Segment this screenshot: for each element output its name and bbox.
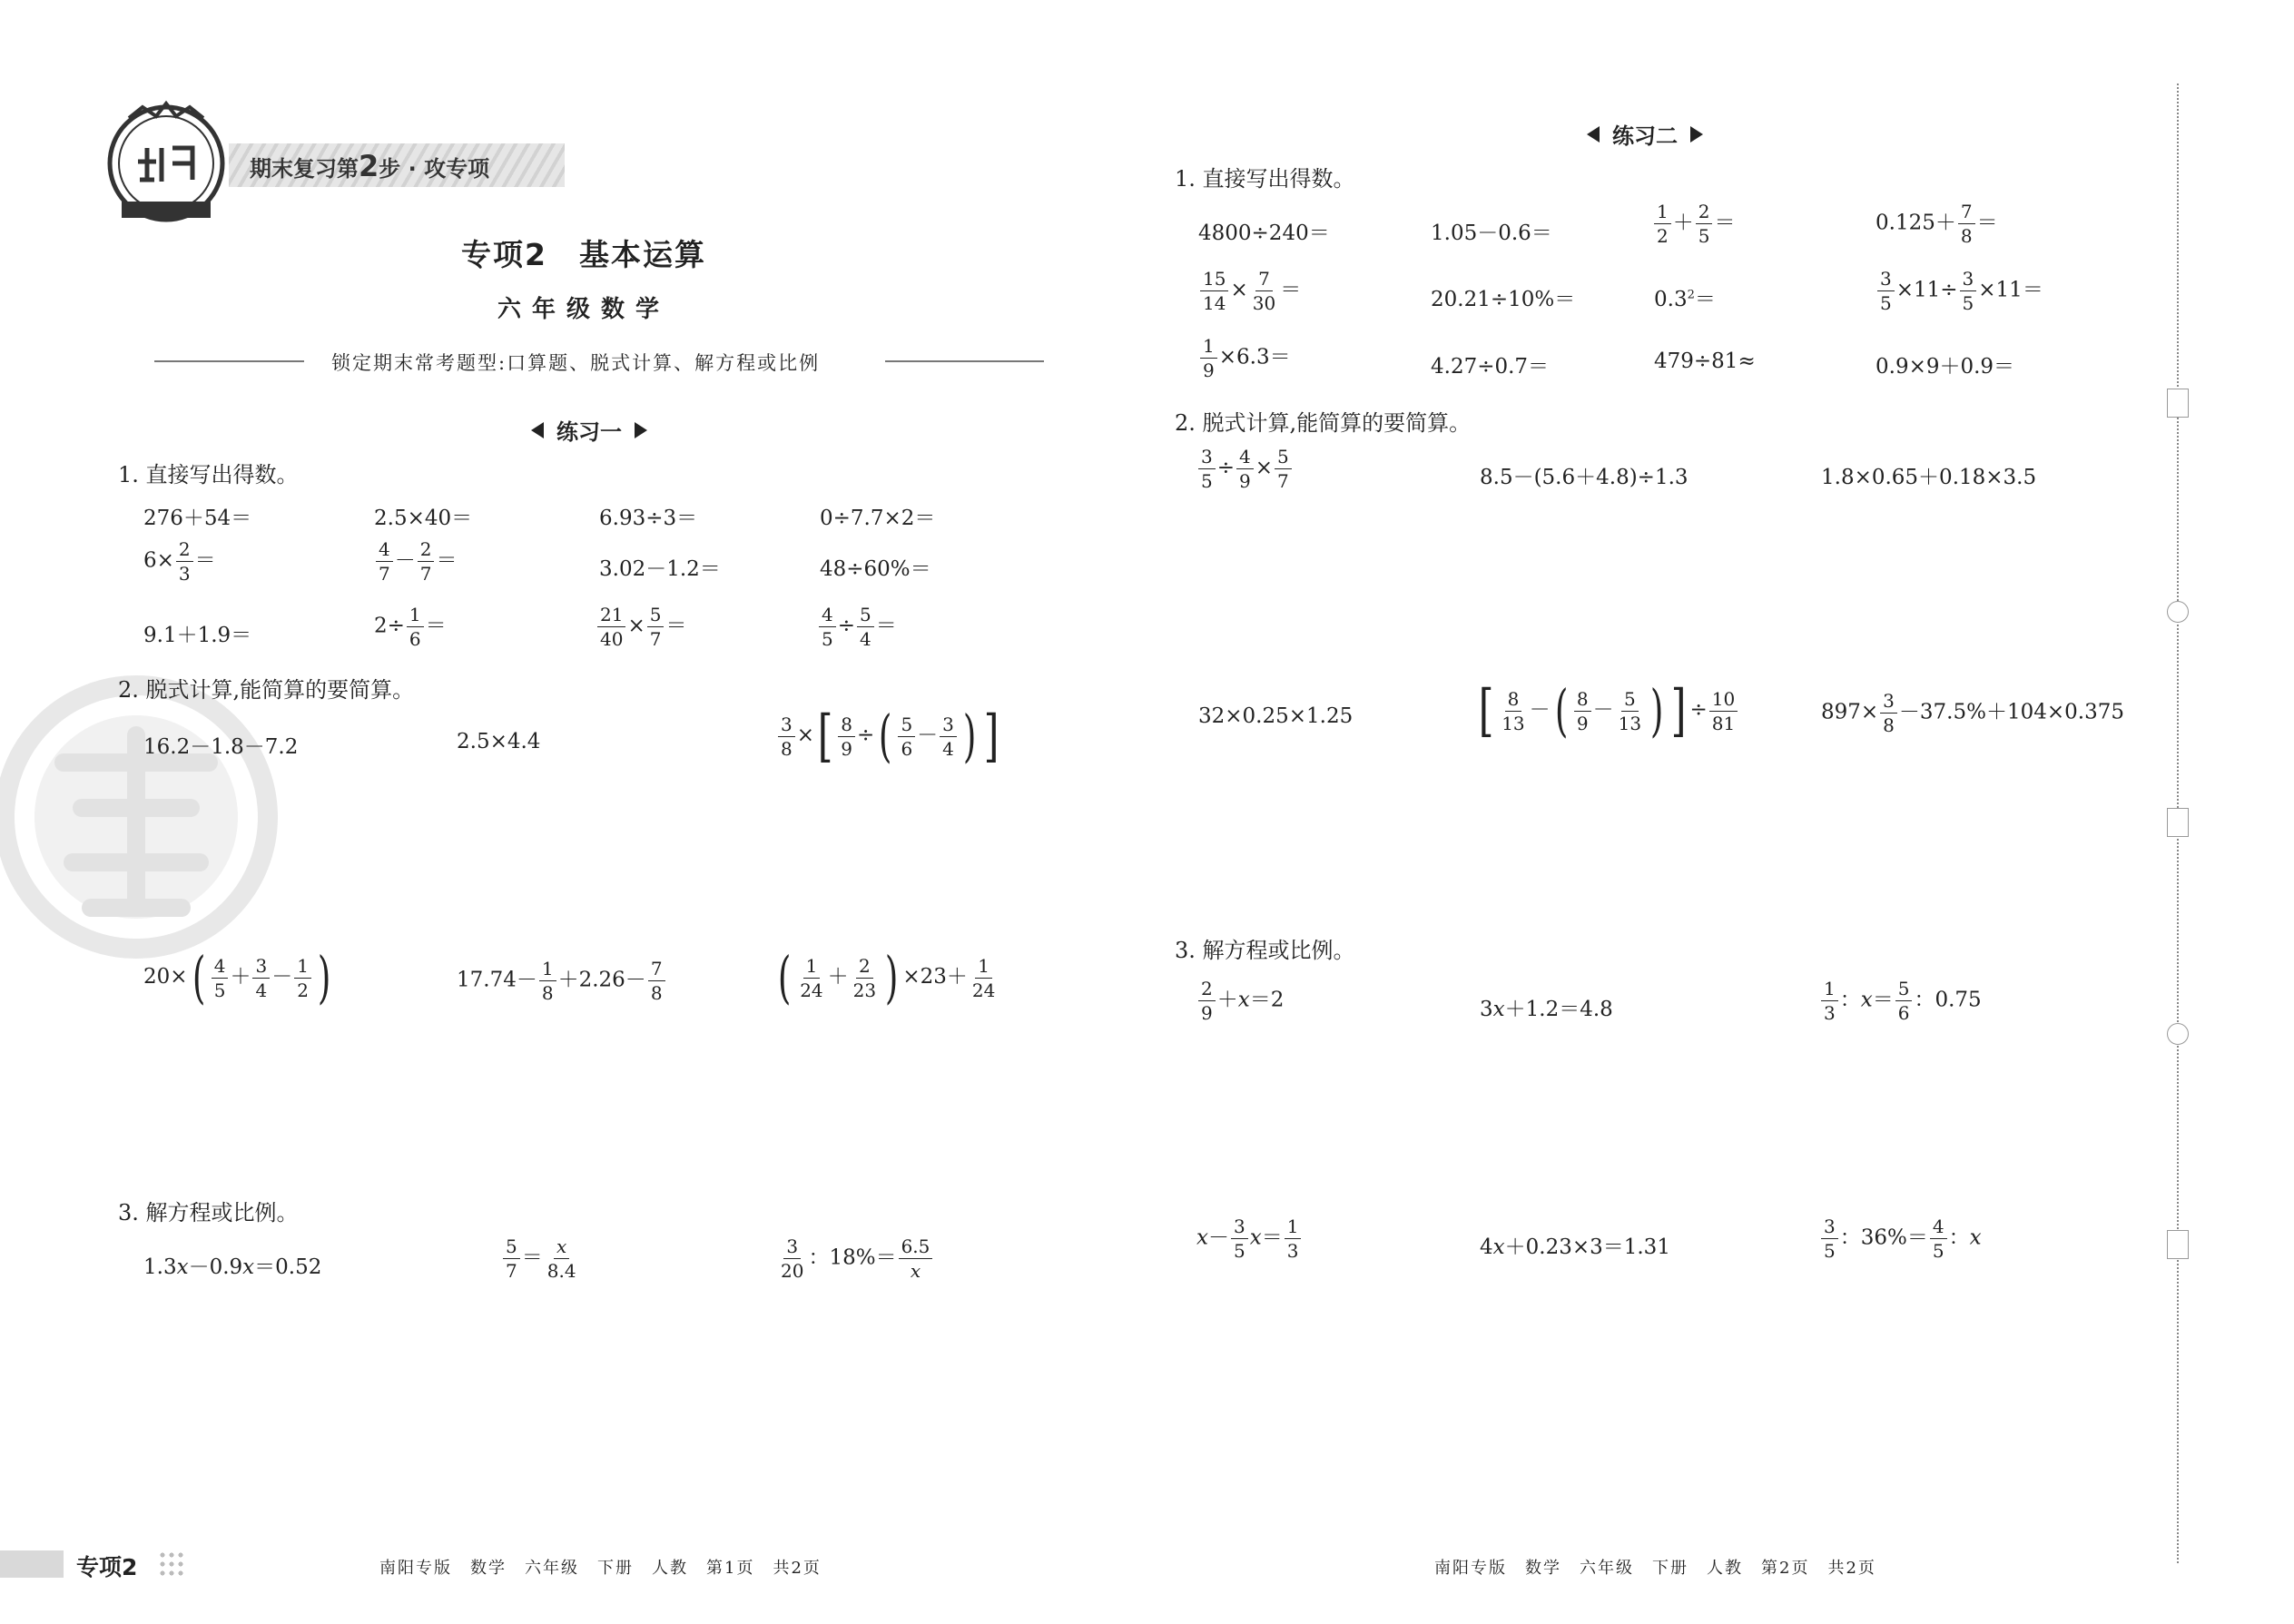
binding-mark [2167, 1230, 2189, 1259]
problem: $\frac{3}{8}$ ×[ $\frac{8}{9}$ ÷( $\frac{5}{6}$ － $\frac{3}{4}$ ) ] [776, 708, 1002, 764]
footer-info: 南阳专版 数学 六年级 下册 人教 第1页 共2页 [379, 1559, 822, 1578]
problem: 32×0.25×1.25 [1198, 704, 1354, 728]
problem: $\frac{3}{5}$ ：36%＝ $\frac{4}{5}$ ：x [1819, 1216, 1982, 1261]
problem: $\frac{2}{9}$ ＋x＝2 [1196, 979, 1284, 1023]
problem: $\frac{15}{14}$ × $\frac{7}{30}$ ＝ [1198, 269, 1301, 313]
problem: 2.5×4.4 [457, 730, 541, 753]
question-heading: 3. 解方程或比例。 [1175, 938, 1355, 963]
binding-mark [2167, 808, 2189, 837]
problem: 0.9×9＋0.9＝ [1876, 355, 2015, 379]
problem: 48÷60%＝ [820, 557, 931, 581]
binding-hole [2167, 1023, 2189, 1045]
practice-one-header: 练习一 [531, 414, 647, 446]
problem: 2.5×40＝ [374, 507, 473, 530]
footer-tab [0, 1550, 64, 1578]
problem: $\frac{4}{5}$ ÷ $\frac{5}{4}$ ＝ [817, 605, 897, 649]
triangle-left-icon [1587, 126, 1600, 143]
question-heading: 3. 解方程或比例。 [118, 1200, 299, 1225]
problem: 1.05－0.6＝ [1431, 221, 1552, 245]
problem: 897× $\frac{3}{8}$ －37.5%＋104×0.375 [1821, 690, 2124, 736]
divider-right [885, 360, 1044, 362]
topic-note: 锁定期末常考题型:口算题、脱式计算、解方程或比例 [331, 352, 821, 374]
problem: $0.3^2=$ [1654, 288, 1716, 311]
problem: 4.27÷0.7＝ [1431, 355, 1550, 379]
practice-two-header: 练习二 [1587, 118, 1703, 150]
problem: $\frac{1}{9}$ ×6.3＝ [1198, 336, 1291, 380]
header-banner-text: 期末复习第2步 · 攻专项 [250, 149, 490, 183]
problem: 3.02－1.2＝ [599, 557, 721, 581]
question-heading: 2. 脱式计算,能简算的要简算。 [1175, 410, 1472, 436]
question-heading: 1. 直接写出得数。 [118, 462, 299, 487]
problem: $\frac{5}{7}$ ＝ $\frac{x}{8.4}$ [501, 1236, 581, 1281]
problem: 0÷7.7×2＝ [820, 507, 936, 530]
problem: 1.8×0.65＋0.18×3.5 [1821, 466, 2037, 489]
divider-left [154, 360, 304, 362]
problem: 20×( $\frac{4}{5}$ ＋ $\frac{3}{4}$ － $\frac{1}{2}$ ) [143, 944, 331, 1010]
problem: 3x＋1.2＝4.8 [1480, 998, 1613, 1021]
problem: $\frac{21}{40}$ × $\frac{5}{7}$ ＝ [596, 605, 686, 649]
page-subtitle: 六年级数学 [497, 296, 671, 323]
problem: ( $\frac{1}{24}$ ＋ $\frac{2}{23}$ ) ×23＋ $\frac{1}{24}$ [777, 944, 996, 1010]
footer-info: 南阳专版 数学 六年级 下册 人教 第2页 共2页 [1434, 1559, 1876, 1578]
footer-dots-icon [158, 1550, 183, 1576]
question-heading: 2. 脱式计算,能简算的要简算。 [118, 677, 415, 703]
problem: 0.125＋ $\frac{7}{8}$ ＝ [1876, 201, 1998, 247]
page-title: 专项2 基本运算 [461, 237, 706, 272]
binding-hole [2167, 601, 2189, 623]
problem: 4x＋0.23×3＝1.31 [1480, 1235, 1670, 1259]
problem: 20.21÷10%＝ [1431, 288, 1576, 311]
problem: 276＋54＝ [143, 507, 252, 530]
question-heading: 1. 直接写出得数。 [1175, 166, 1355, 192]
problem: $\frac{4}{7}$ － $\frac{2}{7}$ ＝ [374, 539, 457, 584]
binding-mark [2167, 389, 2189, 418]
problem: 1.3x－0.9x＝0.52 [143, 1255, 322, 1279]
problem: 9.1＋1.9＝ [143, 624, 252, 647]
problem: [ $\frac{8}{13}$ －( $\frac{8}{9}$ － $\frac{5}{13}$ ) ] ÷ $\frac{10}{81}$ [1475, 683, 1739, 739]
problem: x－ $\frac{3}{5}$ x＝ $\frac{1}{3}$ [1196, 1216, 1303, 1261]
problem: $\frac{1}{2}$ ＋ $\frac{2}{5}$ ＝ [1652, 202, 1735, 246]
problem: 6.93÷3＝ [599, 507, 698, 530]
triangle-right-icon [635, 422, 647, 438]
footer-section-label: 专项2 [76, 1554, 138, 1580]
problem: 6× $\frac{2}{3}$ ＝ [143, 538, 216, 585]
triangle-right-icon [1690, 126, 1703, 143]
problem: 479÷81≈ [1654, 349, 1756, 373]
triangle-left-icon [531, 422, 544, 438]
problem: 16.2－1.8－7.2 [143, 735, 299, 759]
problem: 4800÷240＝ [1198, 221, 1330, 245]
problem: $\frac{3}{5}$ ×11÷ $\frac{3}{5}$ ×11＝ [1876, 269, 2043, 313]
problem: $\frac{1}{3}$ ：x＝ $\frac{5}{6}$ ：0.75 [1819, 979, 1982, 1023]
problem: 8.5－(5.6＋4.8)÷1.3 [1480, 466, 1689, 489]
problem: $\frac{3}{20}$ ：18%＝ $\frac{6.5}{x}$ [776, 1236, 934, 1281]
problem: 2÷ $\frac{1}{6}$ ＝ [374, 604, 447, 650]
problem: $\frac{3}{5}$ ÷ $\frac{4}{9}$ × $\frac{5}{7}$ [1196, 447, 1294, 491]
brand-logo [102, 98, 231, 227]
problem: 17.74－ $\frac{1}{8}$ ＋2.26－ $\frac{7}{8}$ [457, 959, 667, 1003]
